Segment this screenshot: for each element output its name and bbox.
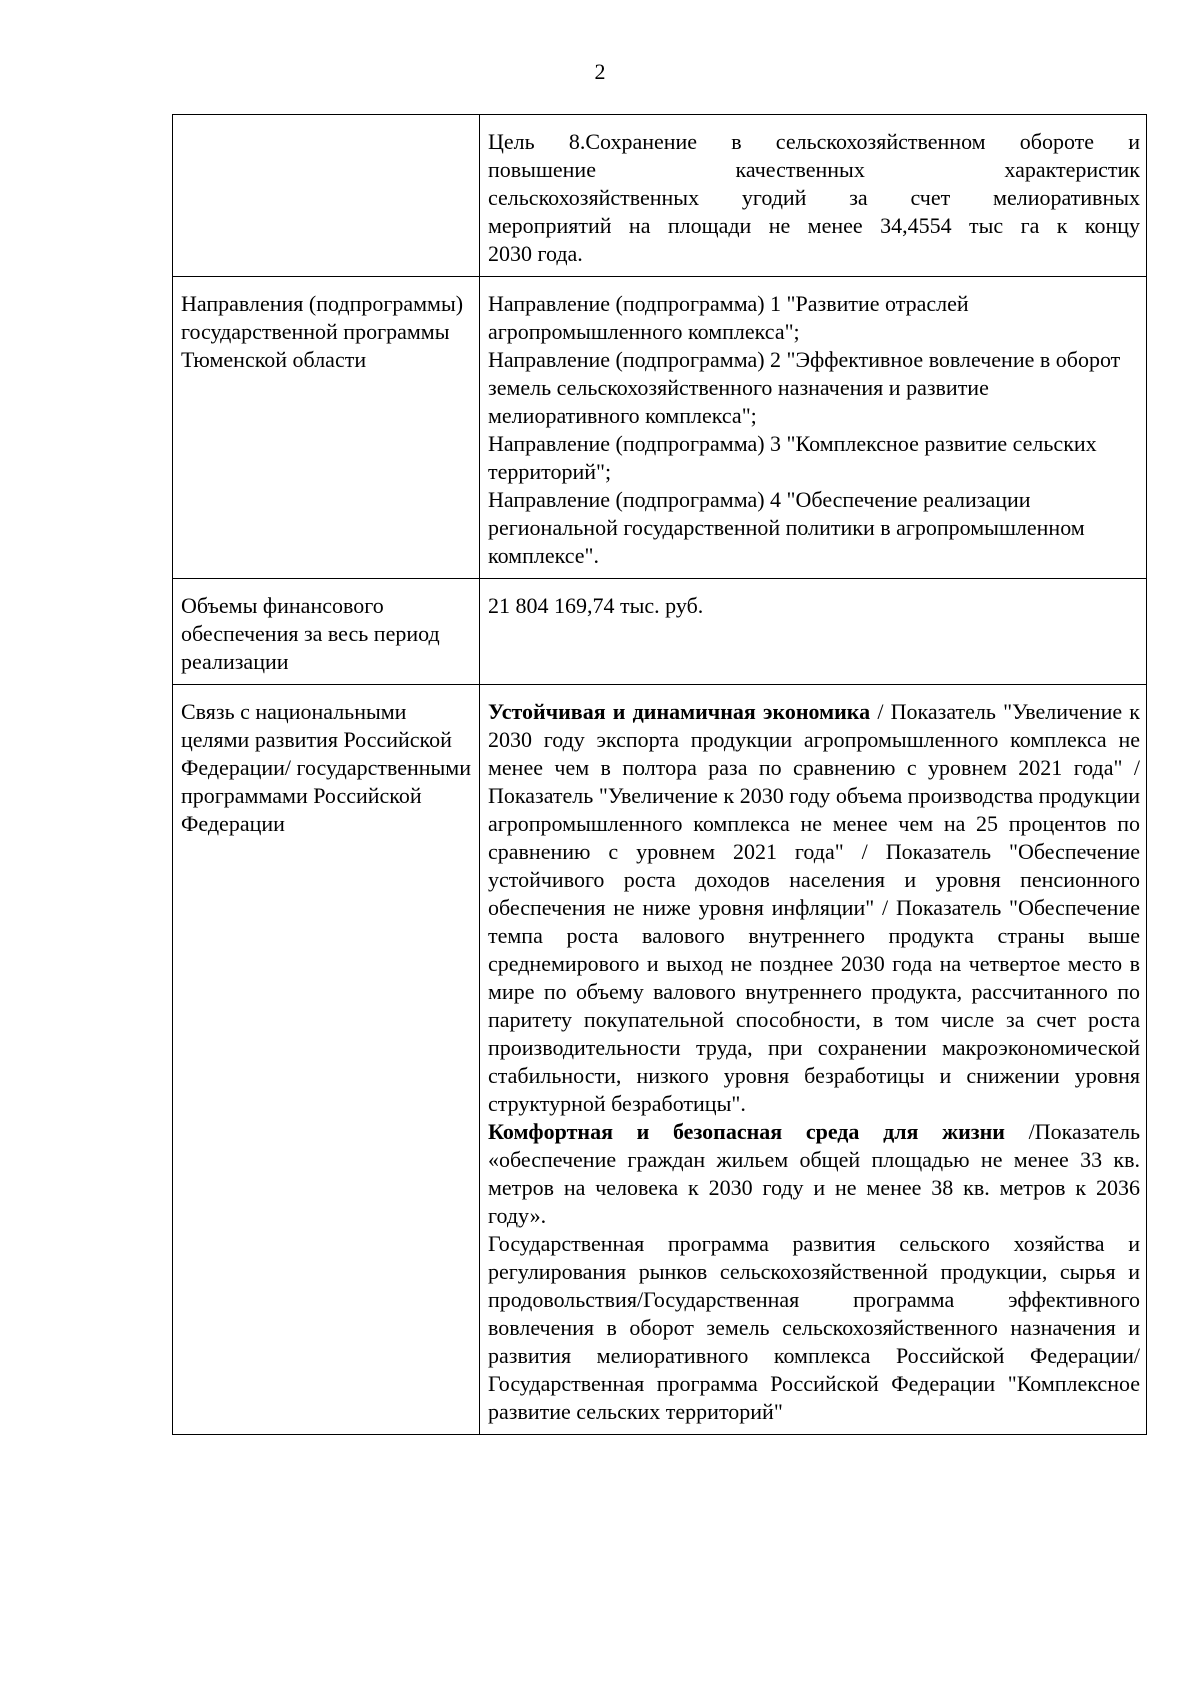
row-label-national-goals: Связь с национальными целями развития Российской Федерации/ государственными программами Российской Федерации bbox=[173, 685, 480, 1435]
goal-8-line-5: 2030 года. bbox=[488, 241, 583, 266]
direction-item-2: Направление (подпрограмма) 2 "Эффективное вовлечение в оборот земель сельскохозяйственного назначения и развитие мелиоративного комплекса"; bbox=[488, 347, 1121, 428]
goal-8-line-1: Цель 8.Сохранение в сельскохозяйственном обороте и bbox=[488, 129, 1140, 154]
national-goals-cell bbox=[480, 685, 1147, 1435]
goal-environment-title: Комфортная и безопасная среда для жизни bbox=[488, 1119, 1005, 1144]
row-label-empty bbox=[173, 115, 480, 277]
table-row-goal-8 bbox=[173, 115, 1147, 277]
direction-item-4: Направление (подпрограмма) 4 "Обеспечение реализации региональной государственной политики в агропромышленном комплексе". bbox=[488, 487, 1085, 568]
goal-8-cell bbox=[480, 115, 1147, 277]
goal-economy-paragraph bbox=[488, 698, 1140, 1118]
row-label-directions: Направления (подпрограммы) государственной программы Тюменской области bbox=[173, 277, 480, 579]
direction-item-3: Направление (подпрограмма) 3 "Комплексное развитие сельских территорий"; bbox=[488, 431, 1097, 484]
goal-economy-text: / Показатель "Увеличение к 2030 году экспорта продукции агропромышленного комплекса не менее чем в полтора раза по сравнению с уровнем 2021 года" / Показатель "Увеличение к 2030 году объема производства продукции агропромышленного комплекса не менее чем на 25 процентов по сравнению с уровнем 2021 года" / Показатель "Обеспечение устойчивого роста доходов населения и уровня пенсионного обеспечения не ниже уровня инфляции" / Показатель "Обеспечение темпа роста валового внутреннего продукта страны выше среднемирового и выход не позднее 2030 года на четвертое место в мире по объему валового внутреннего продукта, рассчитанного по паритету покупательной способности, в том числе за счет роста производительности труда, при сохранении макроэкономической стабильности, низкого уровня безработицы и снижении уровня структурной безработицы". bbox=[488, 699, 1140, 1116]
program-passport-table bbox=[172, 114, 1147, 1435]
goal-8-line-4: мероприятий на площади не менее 34,4554 тыс га к концу bbox=[488, 213, 1140, 238]
goal-economy-title: Устойчивая и динамичная экономика bbox=[488, 699, 871, 724]
goal-8-line-3: сельскохозяйственных угодий за счет мелиоративных bbox=[488, 185, 1140, 210]
direction-item-1: Направление (подпрограмма) 1 "Развитие отраслей агропромышленного комплекса"; bbox=[488, 291, 969, 344]
page-number: 2 bbox=[594, 59, 606, 84]
table-row-funding bbox=[173, 579, 1147, 685]
directions-cell bbox=[480, 277, 1147, 579]
state-programs-paragraph: Государственная программа развития сельского хозяйства и регулирования рынков сельскохозяйственной продукции, сырья и продовольствия/Государственная программа эффективного вовлечения в оборот земель сельскохозяйственного назначения и развития мелиоративного комплекса Российской Федерации/Государственная программа Российской Федерации "Комплексное развитие сельских территорий" bbox=[488, 1231, 1140, 1424]
goal-environment-paragraph bbox=[488, 1118, 1140, 1230]
row-label-funding: Объемы финансового обеспечения за весь период реализации bbox=[173, 579, 480, 685]
goal-8-line-2: повышение качественных характеристик bbox=[488, 157, 1140, 182]
funding-value: 21 804 169,74 тыс. руб. bbox=[480, 579, 1147, 685]
goal-environment-text: /Показатель «обеспечение граждан жильем общей площадью не менее 33 кв. метров на человека к 2030 году и не менее 38 кв. метров к 2036 году». bbox=[488, 1119, 1140, 1228]
table-row-directions bbox=[173, 277, 1147, 579]
table-row-national-goals bbox=[173, 685, 1147, 1435]
